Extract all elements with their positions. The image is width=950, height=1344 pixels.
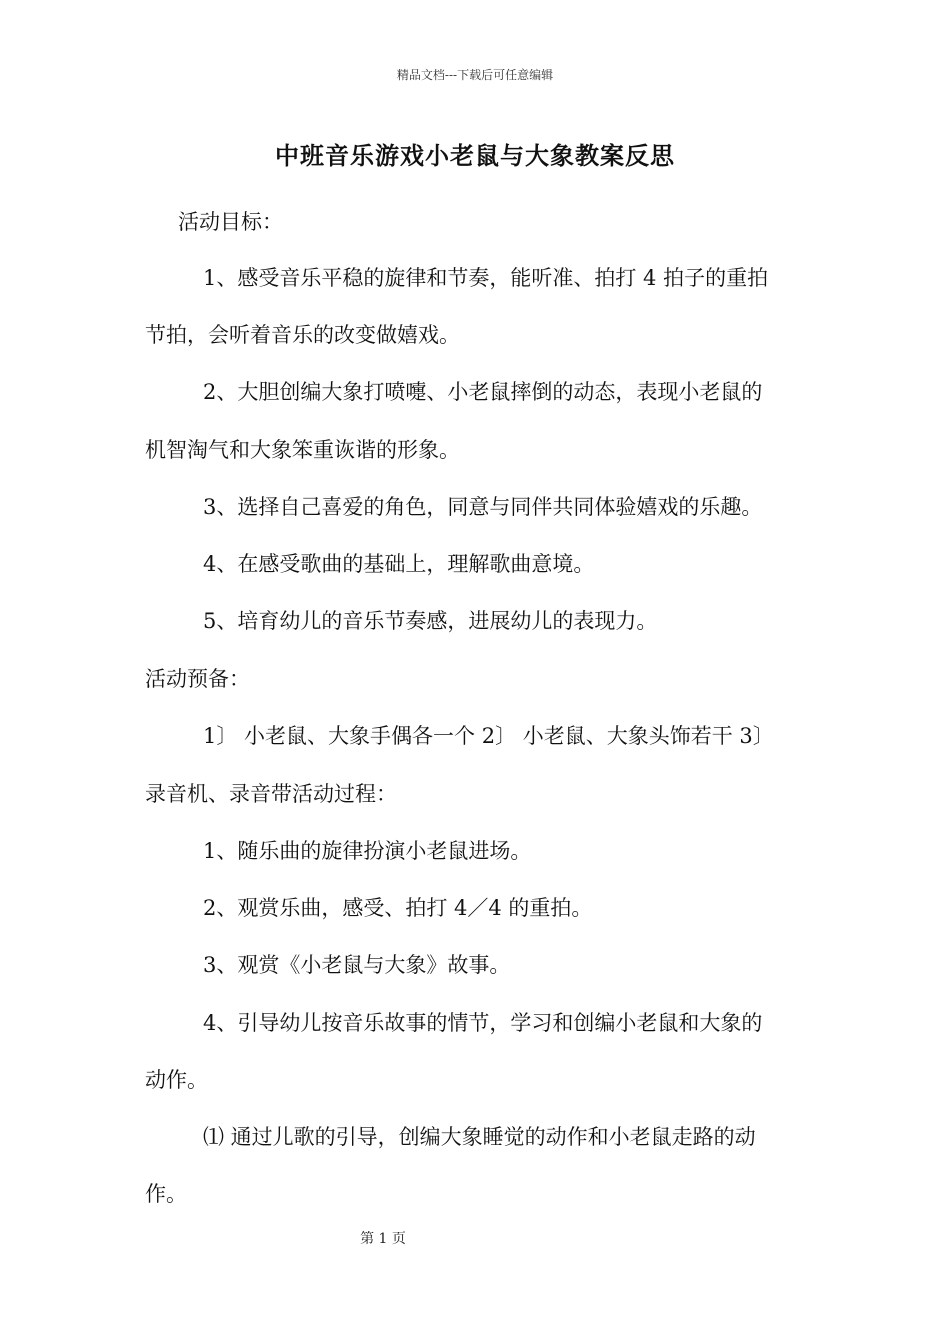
step-4-line-1: 4、引导幼儿按音乐故事的情节，学习和创编小老鼠和大象的 bbox=[203, 1011, 763, 1035]
goals-heading: 活动目标： bbox=[178, 210, 283, 234]
prep-line-2: 录音机、录音带活动过程： bbox=[145, 782, 397, 806]
step-4-line-2: 动作。 bbox=[145, 1068, 208, 1092]
step-3: 3、观赏《小老鼠与大象》故事。 bbox=[203, 953, 511, 977]
goal-3: 3、选择自己喜爱的角色，同意与同伴共同体验嬉戏的乐趣。 bbox=[203, 495, 763, 519]
goal-4: 4、在感受歌曲的基础上，理解歌曲意境。 bbox=[203, 552, 595, 576]
goal-2-line-1: 2、大胆创编大象打喷嚏、小老鼠摔倒的动态，表现小老鼠的 bbox=[203, 380, 763, 404]
page-number: 第 1 页 bbox=[360, 1231, 406, 1247]
prep-heading: 活动预备： bbox=[145, 667, 250, 691]
header-note: 精品文档---下载后可任意编辑 bbox=[396, 68, 554, 82]
sub-step-1-line-2: 作。 bbox=[145, 1182, 187, 1206]
sub-step-1-line-1: ⑴ 通过儿歌的引导，创编大象睡觉的动作和小老鼠走路的动 bbox=[203, 1125, 756, 1149]
page-title: 中班音乐游戏小老鼠与大象教案反思 bbox=[275, 141, 675, 170]
goal-1-line-1: 1、感受音乐平稳的旋律和节奏，能听准、拍打 4 拍子的重拍 bbox=[203, 266, 769, 290]
step-2: 2、观赏乐曲，感受、拍打 4／4 的重拍。 bbox=[203, 896, 593, 920]
goal-2-line-2: 机智淘气和大象笨重诙谐的形象。 bbox=[145, 438, 460, 462]
prep-line-1: 1〕 小老鼠、大象手偶各一个 2〕 小老鼠、大象头饰若干 3〕 bbox=[203, 724, 774, 748]
goal-1-line-2: 节拍，会听着音乐的改变做嬉戏。 bbox=[145, 323, 460, 347]
step-1: 1、随乐曲的旋律扮演小老鼠进场。 bbox=[203, 839, 532, 863]
goal-5: 5、培育幼儿的音乐节奏感，进展幼儿的表现力。 bbox=[203, 609, 658, 633]
